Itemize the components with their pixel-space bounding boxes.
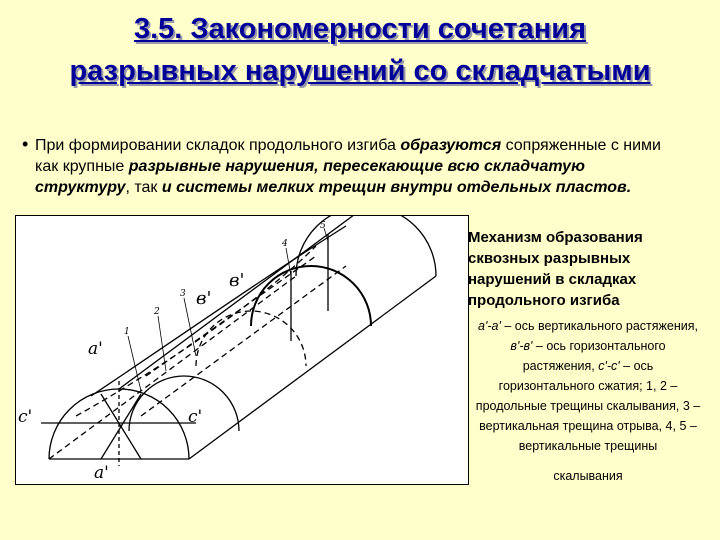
leader-2 xyxy=(158,316,166,371)
bullet-text-6: и системы мелких трещин внутри отдельных пластов. xyxy=(161,179,632,196)
figure-legend xyxy=(473,316,703,486)
right-base xyxy=(189,276,436,459)
bullet-text-2: образуются xyxy=(400,137,502,154)
bullet-paragraph xyxy=(22,134,675,198)
label-num-2: 2 xyxy=(154,307,160,317)
title-line-2: разрывных нарушений со складчатыми xyxy=(69,55,651,87)
bullet-text-5: , так xyxy=(125,179,162,196)
label-num-5: 5 xyxy=(320,221,326,231)
crest-line xyxy=(119,216,366,389)
legend-last-line: скалывания xyxy=(553,469,623,483)
bullet-text-1: При формировании складок продольного изгиба xyxy=(35,137,401,154)
label-b-1: в' xyxy=(196,288,212,309)
bullet-text-3: сопряженные с ними как крупные xyxy=(35,137,661,175)
fold-diagram-drawing xyxy=(16,216,468,484)
fold-diagram xyxy=(15,215,469,485)
bullet-text xyxy=(25,135,675,198)
bullet-dot-icon: • xyxy=(22,134,29,154)
legend-axis-cc-text: – ось горизонтального сжатия; 1, 2 – продольные трещины скалывания, 3 – вертикальная трещина отрыва, 4, 5 – вертикальные трещины xyxy=(475,359,701,453)
label-b-2: в' xyxy=(229,270,245,291)
label-a-top: a' xyxy=(88,339,103,359)
label-num-3: 3 xyxy=(180,289,186,299)
label-a-bottom: a' xyxy=(94,463,109,483)
legend-axis-bb: в'-в' xyxy=(510,339,533,353)
legend-axis-aa-text: – ось вертикального растяжения, xyxy=(500,319,698,333)
envelope-hidden xyxy=(76,246,316,416)
label-c-right: c' xyxy=(188,407,203,427)
label-num-4: 4 xyxy=(282,239,288,249)
bullet-text-4: разрывные нарушения, пересекающие всю складчатую структуру xyxy=(35,158,585,196)
legend-axis-cc: c'-c' xyxy=(598,359,620,373)
left-base-hidden xyxy=(49,276,296,459)
legend-axis-aa: a'-a' xyxy=(478,319,501,333)
legend-axis-bb-text: – ось горизонтального растяжения, xyxy=(522,339,666,373)
mechanism-title: Механизм образования сквозных разрывных нарушений в складках продольного изгиба xyxy=(468,229,643,309)
slide-title xyxy=(0,8,720,92)
title-line-1: 3.5. Закономерности сочетания xyxy=(133,13,587,45)
label-num-1: 1 xyxy=(124,327,130,337)
label-c-left: c' xyxy=(18,407,33,427)
